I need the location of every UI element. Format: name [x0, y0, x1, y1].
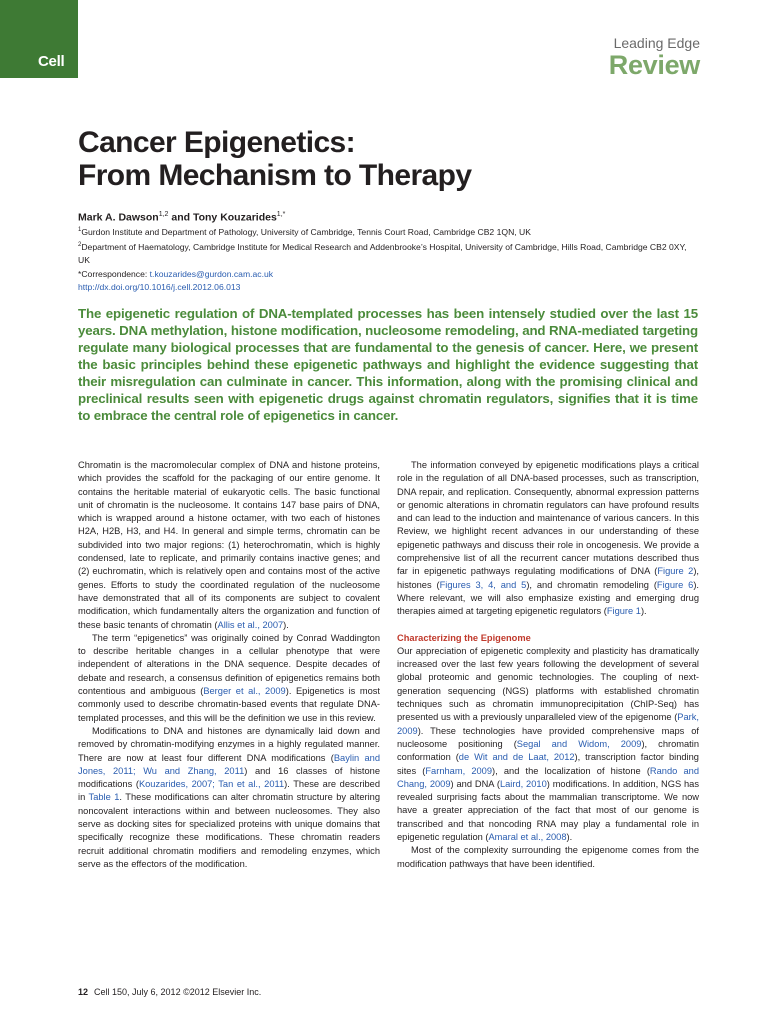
- paragraph: Most of the complexity surrounding the epigenome comes from the modification pathways that have been identified.: [397, 845, 699, 869]
- text-run: ). Epigenetics is most commonly used to describe chromatin-based events that regulate DNA-templated processes, and this will be the definition we use in this review.: [78, 686, 381, 723]
- affil-text: Gurdon Institute and Department of Pathology, University of Cambridge, Tennis Court Road, Cambridge CB2 1QN, UK: [81, 226, 531, 237]
- correspondence-email-link[interactable]: t.kouzarides@gurdon.cam.ac.uk: [149, 268, 274, 279]
- text-run: ).: [566, 832, 573, 843]
- text-run: Our appreciation of epigenetic complexity and plasticity has dramatically increased over the last few years following the development of several global proteomic and genomic technologies. The coupling of next-generation sequencing (NGS) platforms with established chromatin techniques such as chromatin immunoprecipitation (ChIP-Seq) has presented us with a previously unparalleled view of the epigenome (: [397, 645, 699, 723]
- paragraph: [397, 459, 699, 619]
- text-run: ). Where relevant, we will also emphasize existing and emerging drug therapies aimed at targeting epigenetic regulators (: [397, 579, 700, 617]
- citation-link[interactable]: Park, 2009: [397, 712, 699, 736]
- article-title: [78, 126, 471, 192]
- section-heading: Characterizing the Epigenome: [397, 632, 531, 643]
- text-run: ) and 16 classes of histone modifications (: [78, 765, 380, 790]
- affil-sup: 2: [78, 242, 82, 249]
- citation-link[interactable]: Rando and Chang, 2009: [397, 765, 699, 789]
- author-name: Tony Kouzarides: [192, 211, 277, 224]
- section-label: Leading Edge: [613, 35, 700, 51]
- citation-link[interactable]: Allis et al., 2007: [217, 619, 284, 630]
- text-run: ).: [283, 619, 289, 630]
- citation-link[interactable]: Laird, 2010: [499, 778, 547, 789]
- citation-link[interactable]: Amaral et al., 2008: [488, 832, 567, 843]
- text-run: Chromatin is the macromolecular complex of DNA and histone proteins, which provides the scaffold for the packaging of our entire genome. It contains the heritable material of eukaryotic cells. The basic functional unit of chromatin is the nucleosome. It contains 147 base pairs of DNA, which is wrapped around a histone octamer, with two each of histones H2A, H2B, H3, and H4. In general and simple terms, chromatin can be subdivided into two major regions: (1) heterochromatin, which is highly condensed, late to replicate, and primarily contains inactive genes; and (2) euchromatin, which is relatively open and contains most of the active genes. Efforts to study the coordinated regulation of the nucleosome have demonstrated that all of its components are subject to covalent modification, which fundamentally alters the organization and function of these basic tenants of chromatin (: [78, 460, 380, 630]
- author-affil-sup: 1,2: [158, 211, 169, 218]
- affiliations: [78, 224, 698, 294]
- figure-link[interactable]: Figure 6: [656, 579, 694, 590]
- abstract: The epigenetic regulation of DNA-templated processes has been intensely studied over the last 15 years. DNA methylation, histone modification, nucleosome remodeling, and RNA-mediated targeting regulate many biological processes that are fundamental to the genesis of cancer. Here, we present the basic principles behind these epigenetic pathways and highlight the evidence suggesting that their misregulation can culminate in cancer. This information, along with the promising clinical and preclinical results seen with epigenetic drugs against chromatin regulators, signifies that it is time to embrace the central role of epigenetics in cancer.: [78, 306, 698, 423]
- citation-link[interactable]: Baylin and Jones, 2011; Wu and Zhang, 2011: [78, 752, 381, 776]
- doi: [78, 281, 698, 294]
- article-type: Review: [608, 50, 700, 80]
- journal-logo: [0, 0, 78, 78]
- citation-link[interactable]: de Wit and de Laat, 2012: [458, 752, 575, 763]
- table-link[interactable]: Table 1: [88, 792, 120, 803]
- text-run: ) modifications. In addition, NGS has revealed surprising facts about the mammalian transcriptome. We now have a greater appreciation of the fact that most of our genome is transcribed and that noncoding RNA may play a fundamental role in epigenetic regulation (: [397, 778, 699, 843]
- affiliation-1: [78, 224, 698, 239]
- paragraph: [78, 632, 380, 725]
- body-column-left: [78, 459, 380, 871]
- text-run: . These modifications can alter chromatin structure by altering noncovalent interactions within and between nucleosomes. They also serve as docking sites for specialized proteins with unique domains that specifically recognize these modifications. These chromatin readers recruit additional chromatin modifiers and remodeling enzymes, which serve as the effectors of the modification.: [78, 792, 381, 869]
- figure-link[interactable]: Figures 3, 4, and 5: [439, 579, 527, 590]
- journal-citation: Cell 150, July 6, 2012 ©2012 Elsevier Inc.: [94, 987, 262, 997]
- citation-link[interactable]: Farnham, 2009: [425, 765, 493, 776]
- paragraph: [78, 725, 380, 871]
- figure-link[interactable]: Figure 2: [657, 566, 694, 577]
- correspondence: [78, 268, 698, 281]
- affiliation-2: [78, 239, 698, 267]
- text-run: ), chromatin conformation (: [397, 738, 700, 763]
- doi-link[interactable]: http://dx.doi.org/10.1016/j.cell.2012.06.013: [78, 281, 241, 292]
- text-run: ), and the localization of histone (: [492, 765, 650, 776]
- author-list: [78, 211, 285, 224]
- text-run: ), transcription factor binding sites (: [397, 752, 699, 776]
- text-run: ). These technologies have provided comprehensive maps of nucleosome positioning (: [397, 725, 699, 749]
- journal-logo-text: Cell: [38, 53, 65, 70]
- text-run: The term “epigenetics” was originally coined by Conrad Waddington to describe heritable changes in a cellular phenotype that were independent of alterations in the DNA sequence. Despite decades of debate and research, a consensus definition of epigenetics remains both contentious and ambiguous (: [78, 632, 380, 697]
- page-footer: [78, 987, 261, 997]
- text-run: ). These are described in: [78, 779, 380, 803]
- citation-link[interactable]: Kouzarides, 2007; Tan et al., 2011: [138, 779, 285, 790]
- author-affil-sup: 1,*: [276, 211, 286, 218]
- title-line-1: Cancer Epigenetics:: [78, 126, 356, 159]
- affil-sup: 1: [78, 227, 82, 233]
- author-conjunction: and: [168, 211, 193, 224]
- author-name: Mark A. Dawson: [78, 211, 159, 224]
- title-line-2: From Mechanism to Therapy: [78, 159, 472, 192]
- text-run: ) and DNA (: [450, 778, 500, 789]
- figure-link[interactable]: Figure 1: [606, 606, 641, 617]
- correspondence-label: *Correspondence:: [78, 268, 150, 279]
- text-run: Modifications to DNA and histones are dynamically laid down and removed by chromatin-modifying enzymes in a highly regulated manner. There are now at least four different DNA modifications (: [78, 725, 380, 763]
- citation-link[interactable]: Segal and Widom, 2009: [516, 738, 642, 749]
- paragraph: [397, 645, 699, 844]
- affil-text: Department of Haematology, Cambridge Institute for Medical Research and Addenbrooke’s Hospital, University of Cambridge, Hills Road, Cambridge CB2 0XY, UK: [78, 242, 687, 266]
- citation-link[interactable]: Berger et al., 2009: [203, 686, 286, 697]
- text-run: ), histones (: [397, 566, 699, 590]
- page-number: 12: [78, 987, 89, 997]
- text-run: ).: [640, 606, 647, 617]
- paragraph: [78, 459, 380, 632]
- text-run: The information conveyed by epigenetic modifications plays a critical role in the regulation of all DNA-based processes, such as transcription, DNA repair, and replication. Consequently, abnormal expression patterns or genomic alterations in chromatin regulators can have profound results and can lead to the induction and maintenance of various cancers. In this Review, we highlight recent advances in our understanding of these epigenetic pathways and discuss their role in oncogenesis. We provide a comprehensive list of all the recurrent cancer mutations described thus far in epigenetic pathways regulating modifications of DNA (: [397, 460, 699, 577]
- text-run: ), and chromatin remodeling (: [526, 579, 657, 590]
- body-column-right: [397, 459, 699, 871]
